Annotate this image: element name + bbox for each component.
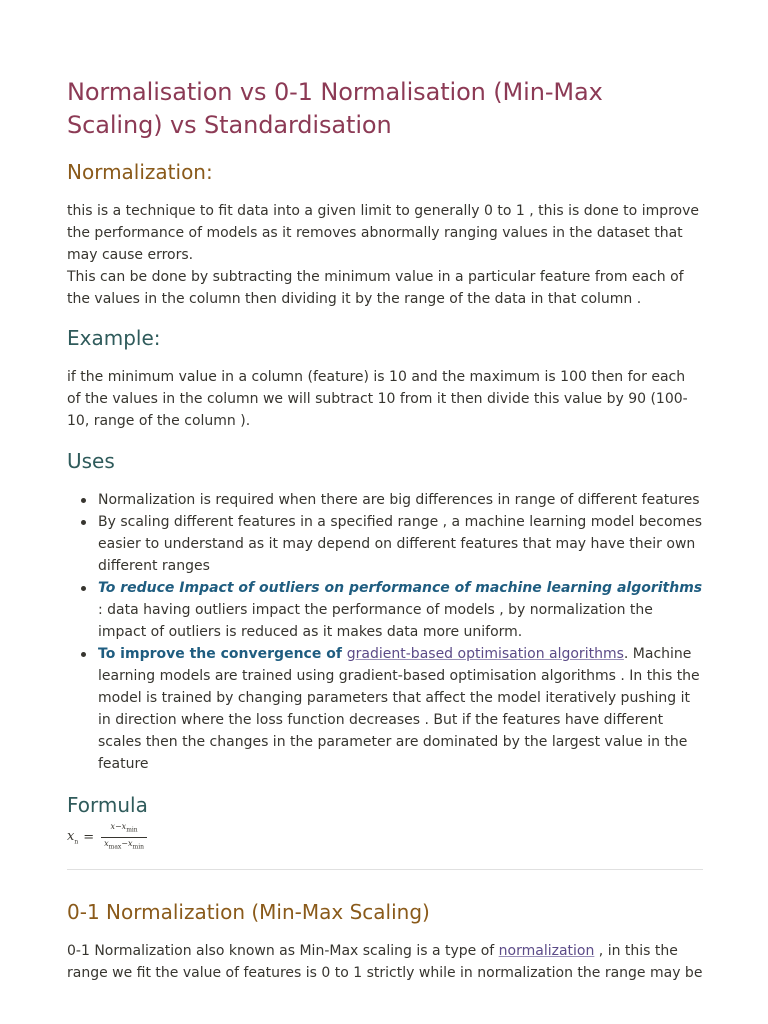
normalization-formula (67, 822, 703, 852)
minmax-paragraph: 0-1 Normalization also known as Min-Max scaling is a type of normalization , in this the range we fit the value of features is 0 to 1 strictly while in normalization the range may be (67, 943, 703, 981)
uses-item-3-emphasis: To reduce Impact of outliers on performance of machine learning algorithms (98, 580, 703, 596)
normalization-link[interactable]: normalization (498, 943, 595, 959)
minmax-heading: 0-1 Normalization (Min-Max Scaling) (67, 900, 430, 924)
formula-numerator: $x-x_{min}$ (110, 821, 138, 834)
fraction-bar (101, 837, 147, 838)
formula-fraction (101, 822, 147, 852)
uses-item-1-text: Normalization is required when there are big differences in range of different features (98, 492, 700, 508)
document-content (67, 76, 703, 984)
list-item (67, 511, 703, 577)
uses-item-3-text: : data having outliers impact the performance of models , by normalization the impact of outliers is reduced as it makes data more uniform. (98, 602, 653, 640)
list-item (67, 643, 703, 775)
uses-heading: Uses (67, 449, 115, 473)
uses-list (67, 489, 703, 775)
formula-denominator: $x_{max}-x_{min}$ (104, 838, 144, 851)
uses-item-4-text: . Machine learning models are trained using gradient-based optimisation algorithms . In this the model is trained by changing parameters that affect the model iteratively pushing it in direction where the loss function decreases . But if the features have different scales then the changes in the parameter are dominated by the largest value in the feature (98, 646, 700, 772)
gradient-optimisation-link[interactable]: gradient-based optimisation algorithms (346, 646, 624, 662)
formula-heading: Formula (67, 793, 148, 817)
list-item (67, 577, 703, 643)
normalization-heading: Normalization: (67, 160, 213, 184)
uses-item-2-text: By scaling different features in a specified range , a machine learning model becomes easier to understand as it may depend on different features that may have their own different ranges (98, 514, 703, 574)
normalization-paragraph-1: this is a technique to fit data into a given limit to generally 0 to 1 , this is done to improve the performance of models as it removes abnormally ranging values in the dataset that may cause errors. (67, 203, 700, 263)
section-divider (67, 869, 703, 870)
formula-lhs: $x_n$ (67, 828, 79, 846)
uses-item-4-emphasis: To improve the convergence of (98, 646, 347, 662)
page-title: Normalisation vs 0-1 Normalisation (Min-Max Scaling) vs Standardisation (67, 78, 603, 139)
example-heading: Example: (67, 326, 161, 350)
example-paragraph: if the minimum value in a column (feature) is 10 and the maximum is 100 then for each of the values in the column we will subtract 10 from it then divide this value by 90 (100-10, range of the column ). (67, 369, 688, 429)
list-item (67, 489, 703, 511)
normalization-paragraph-2: This can be done by subtracting the minimum value in a particular feature from each of the values in the column then dividing it by the range of the data in that column . (67, 269, 684, 307)
formula-equals: = (83, 829, 95, 845)
